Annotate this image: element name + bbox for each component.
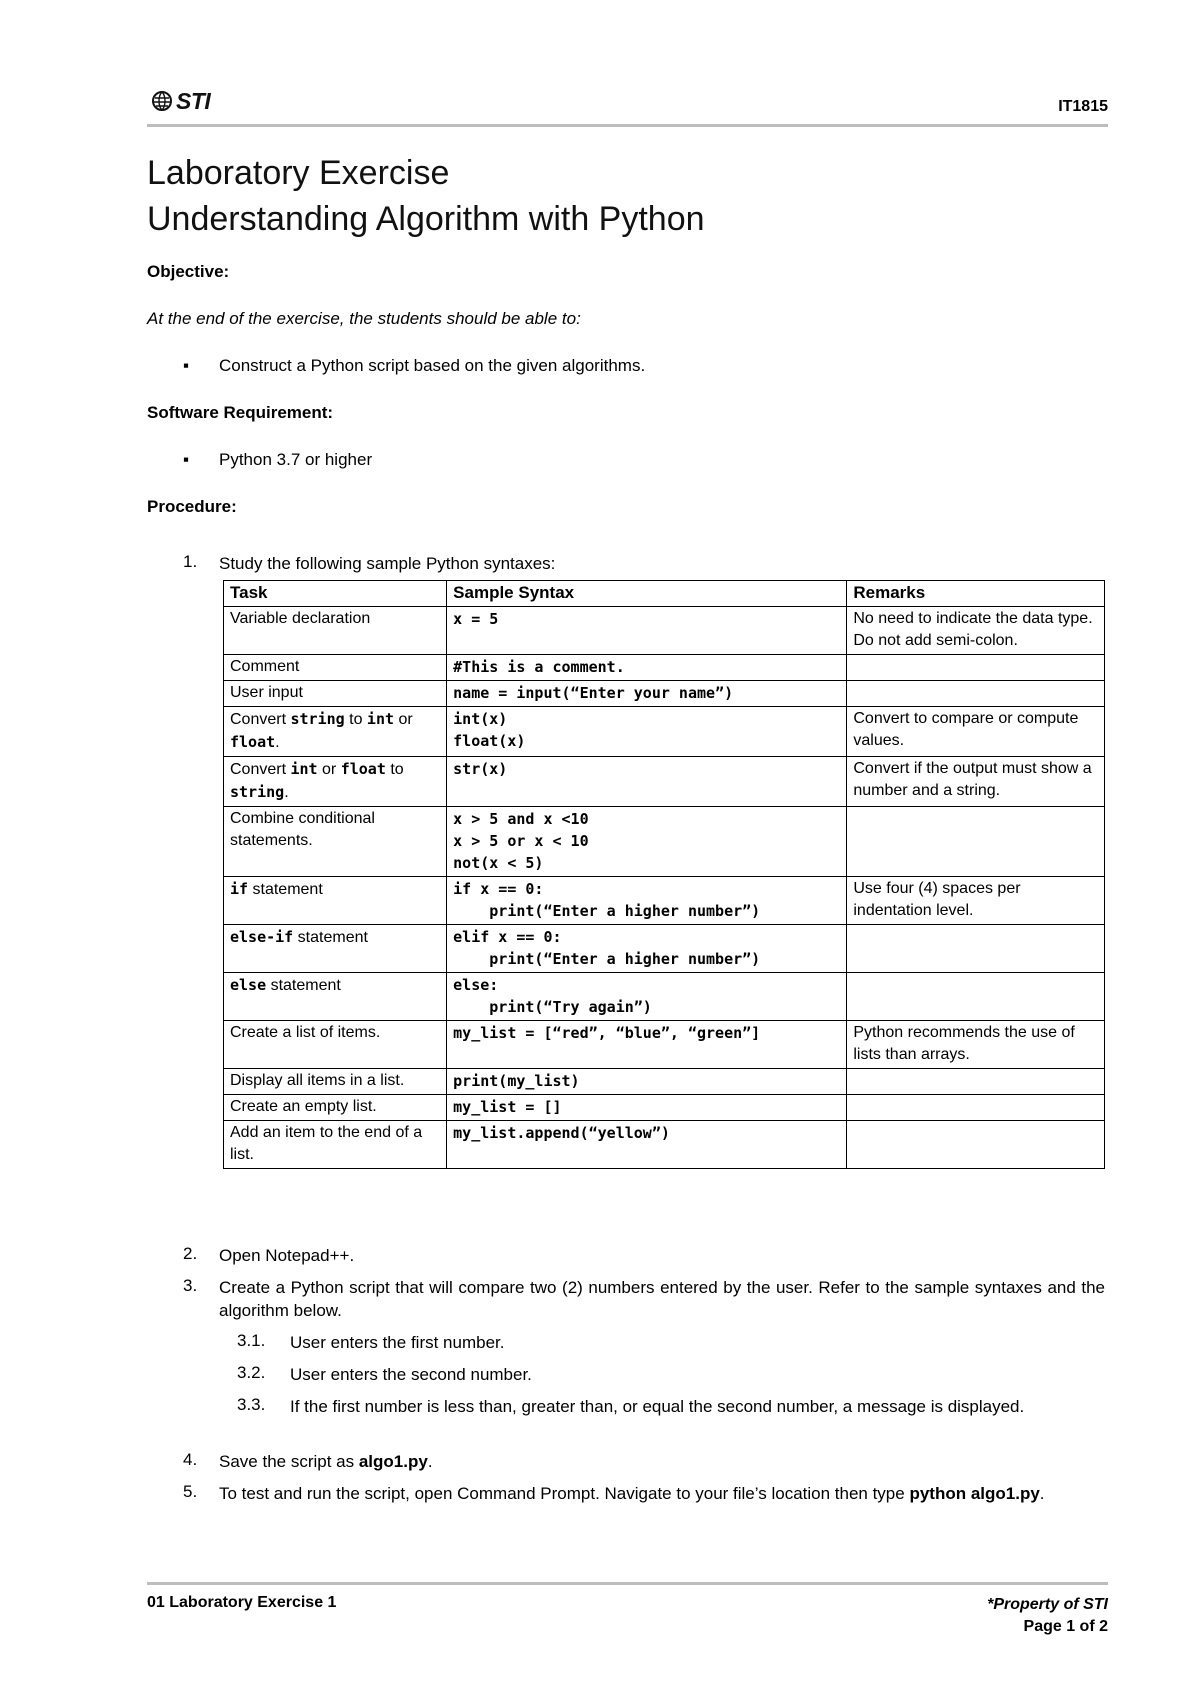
task-text: or [322, 761, 337, 778]
task-text: . [275, 734, 280, 751]
step-number: 4. [183, 1450, 198, 1469]
file-name: algo1.py [358, 1452, 428, 1471]
table-row [224, 973, 1105, 1021]
remarks-cell: Convert if the output must show a number and a string. [847, 757, 1105, 807]
task-keyword: int [290, 760, 318, 778]
table-row [224, 1095, 1105, 1121]
table-row [224, 807, 1105, 877]
objective-item: Construct a Python script based on the given algorithms. [219, 356, 646, 375]
task-keyword: else [230, 976, 267, 994]
table-row [224, 1021, 1105, 1069]
syntax-cell: #This is a comment. [447, 655, 847, 681]
table-header-row [224, 581, 1105, 607]
page-title [147, 150, 705, 242]
column-header-syntax: Sample Syntax [447, 581, 847, 607]
task-text: statement [297, 929, 368, 946]
logo-text: STI [176, 87, 211, 114]
syntax-cell: my_list = [] [447, 1095, 847, 1121]
task-text: Convert [230, 711, 287, 728]
syntax-cell: if x == 0: print(“Enter a higher number”) [447, 877, 847, 925]
step-number: 1. [183, 552, 198, 571]
task-cell: Comment [224, 655, 447, 681]
objective-heading: Objective: [147, 262, 230, 281]
syntax-cell: x > 5 and x <10 x > 5 or x < 10 not(x < 5) [447, 807, 847, 877]
table-row [224, 655, 1105, 681]
remarks-cell: Convert to compare or compute values. [847, 707, 1105, 757]
task-cell: User input [224, 681, 447, 707]
step-5-text [219, 1482, 1105, 1505]
table-row [224, 707, 1105, 757]
task-text: to [390, 761, 404, 778]
step-number: 3. [183, 1276, 198, 1295]
task-text: Convert [230, 761, 287, 778]
step-5-suffix: . [1039, 1484, 1045, 1503]
column-header-remarks: Remarks [847, 581, 1105, 607]
footer-rule [147, 1582, 1108, 1585]
task-cell [224, 877, 447, 925]
substep-number: 3.3. [237, 1395, 266, 1414]
task-keyword: else-if [230, 928, 294, 946]
task-cell: Create a list of items. [224, 1021, 447, 1069]
remarks-cell [847, 1121, 1105, 1169]
step-3-text: Create a Python script that will compare two (2) numbers entered by the user. Refer to the sample syntaxes and the algorithm below. [219, 1278, 1105, 1320]
remarks-cell [847, 655, 1105, 681]
task-cell: Create an empty list. [224, 1095, 447, 1121]
task-keyword: string [290, 710, 345, 728]
syntax-cell: my_list.append(“yellow”) [447, 1121, 847, 1169]
procedure-heading: Procedure: [147, 497, 237, 516]
table-row [224, 607, 1105, 655]
task-keyword: float [230, 733, 276, 751]
task-keyword: float [340, 760, 386, 778]
substep-text: User enters the second number. [290, 1365, 532, 1384]
header-rule [147, 124, 1108, 127]
footer-right [987, 1594, 1108, 1638]
property-note: *Property of STI [987, 1596, 1108, 1613]
task-text: statement [270, 977, 341, 994]
syntax-cell: int(x) float(x) [447, 707, 847, 757]
document-code: IT1815 [1058, 98, 1108, 115]
task-keyword: if [230, 880, 249, 898]
remarks-cell [847, 925, 1105, 973]
syntax-cell: x = 5 [447, 607, 847, 655]
remarks-cell [847, 681, 1105, 707]
step-number: 5. [183, 1482, 198, 1501]
software-heading: Software Requirement: [147, 403, 334, 422]
syntax-cell: elif x == 0: print(“Enter a higher number”) [447, 925, 847, 973]
run-command: python algo1.py [909, 1484, 1040, 1503]
step-5-prefix: To test and run the script, open Command Prompt. Navigate to your file’s location then type [219, 1484, 910, 1503]
task-cell [224, 757, 447, 807]
syntax-table [223, 580, 1105, 1169]
task-cell: Variable declaration [224, 607, 447, 655]
bullet-icon: ▪ [183, 450, 190, 469]
task-keyword: string [230, 783, 285, 801]
task-keyword: int [366, 710, 395, 728]
step-2-text: Open Notepad++. [219, 1246, 355, 1265]
remarks-cell [847, 973, 1105, 1021]
task-cell: Add an item to the end of a list. [224, 1121, 447, 1169]
title-line-1: Laboratory Exercise [147, 154, 450, 192]
task-text: statement [252, 881, 323, 898]
remarks-cell: Python recommends the use of lists than arrays. [847, 1021, 1105, 1069]
table-row [224, 681, 1105, 707]
step-4-text [219, 1450, 433, 1473]
substep-text: If the first number is less than, greater than, or equal the second number, a message is displayed. [290, 1397, 1025, 1416]
task-text: to [349, 711, 363, 728]
globe-icon [152, 90, 172, 112]
task-cell [224, 925, 447, 973]
objective-intro: At the end of the exercise, the students should be able to: [147, 309, 581, 328]
bullet-icon: ▪ [183, 356, 190, 375]
task-text: or [398, 711, 413, 728]
step-4-suffix: . [427, 1452, 433, 1471]
step-1-text: Study the following sample Python syntaxes: [219, 554, 556, 573]
task-cell [224, 707, 447, 757]
table-row [224, 1069, 1105, 1095]
task-cell: Combine conditional statements. [224, 807, 447, 877]
substep-number: 3.1. [237, 1331, 266, 1350]
syntax-cell: str(x) [447, 757, 847, 807]
table-row [224, 877, 1105, 925]
remarks-cell [847, 807, 1105, 877]
substep-text: User enters the first number. [290, 1333, 505, 1352]
task-cell: Display all items in a list. [224, 1069, 447, 1095]
sti-logo [152, 88, 210, 114]
syntax-cell: print(my_list) [447, 1069, 847, 1095]
remarks-cell [847, 1095, 1105, 1121]
table-row [224, 757, 1105, 807]
remarks-cell: No need to indicate the data type. Do not add semi-colon. [847, 607, 1105, 655]
syntax-cell: my_list = [“red”, “blue”, “green”] [447, 1021, 847, 1069]
table-row [224, 1121, 1105, 1169]
step-4-prefix: Save the script as [219, 1452, 359, 1471]
syntax-cell: name = input(“Enter your name”) [447, 681, 847, 707]
page-number: Page 1 of 2 [1023, 1618, 1108, 1635]
task-text: . [284, 784, 289, 801]
syntax-cell: else: print(“Try again”) [447, 973, 847, 1021]
column-header-task: Task [224, 581, 447, 607]
step-number: 2. [183, 1244, 198, 1263]
title-line-2: Understanding Algorithm with Python [147, 200, 705, 238]
remarks-cell: Use four (4) spaces per indentation level. [847, 877, 1105, 925]
table-row [224, 925, 1105, 973]
substep-number: 3.2. [237, 1363, 266, 1382]
task-cell [224, 973, 447, 1021]
remarks-cell [847, 1069, 1105, 1095]
footer-title: 01 Laboratory Exercise 1 [147, 1594, 337, 1611]
software-item: Python 3.7 or higher [219, 450, 373, 469]
